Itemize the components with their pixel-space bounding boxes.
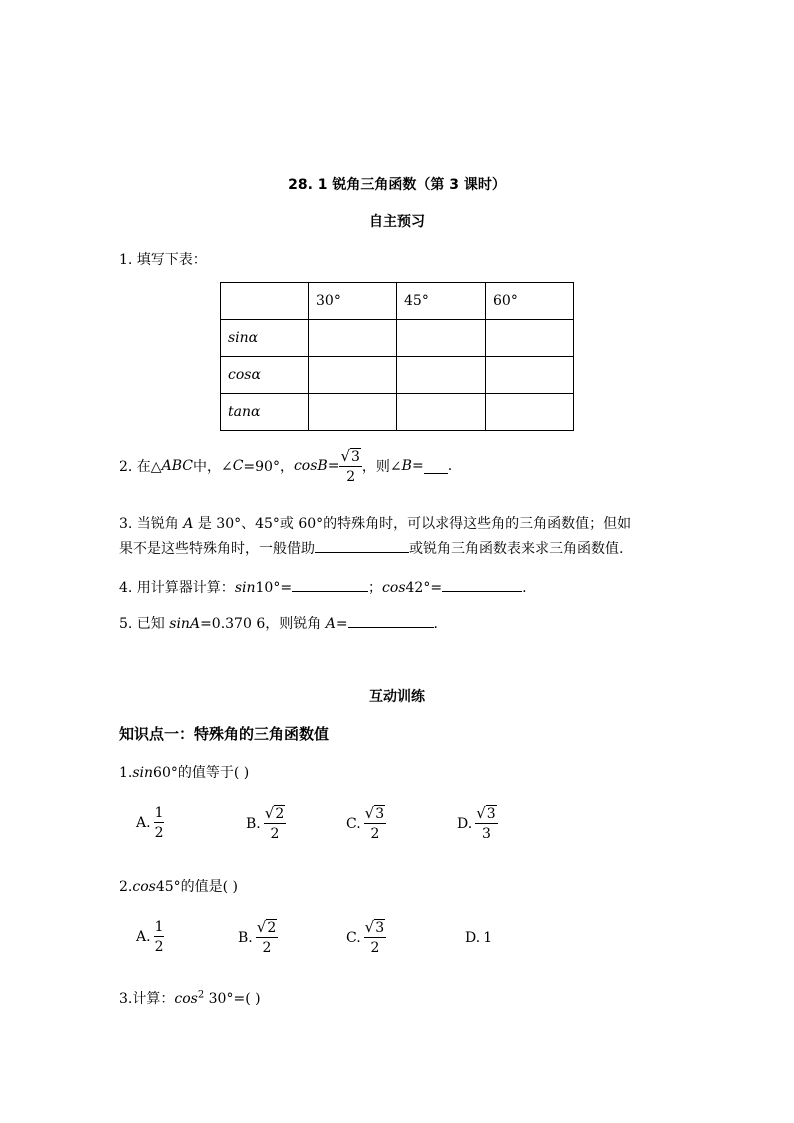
exercise-1: 1.sin60°的值等于( )	[119, 765, 250, 781]
q2-text: =90°，	[243, 459, 294, 475]
exercise-2: 2.cos45°的值是( )	[119, 879, 239, 895]
answer-blank[interactable]	[442, 577, 522, 592]
table-header-45: 45°	[397, 283, 486, 320]
answer-blank[interactable]	[424, 459, 448, 474]
table-cell	[221, 283, 309, 320]
e2-option-b[interactable]: B. $\frac{√2}{2}$	[238, 918, 277, 956]
fraction-sqrt3-over-2: $\frac{√3}{2}$	[340, 446, 360, 485]
answer-cell[interactable]	[397, 320, 486, 357]
e1-option-d[interactable]: D. $\frac{√3}{3}$	[457, 804, 496, 842]
table-header-30: 30°	[309, 283, 397, 320]
row-label-cos: cosα	[221, 357, 309, 394]
question-5: 5. 已知 sinA=0.370 6，则锐角 A= .	[119, 613, 438, 633]
e1-option-a[interactable]: A. $\frac{1}{2}$	[136, 805, 164, 841]
q2-cosb: cosB	[293, 458, 328, 474]
q2-angle-c: C	[232, 458, 244, 474]
q2-triangle: ABC	[161, 458, 193, 474]
table-header-row	[221, 283, 574, 320]
answer-cell[interactable]	[309, 357, 397, 394]
q2-text: =	[411, 458, 424, 474]
answer-blank[interactable]	[292, 577, 368, 592]
knowledge-point-heading: 知识点一：特殊角的三角函数值	[119, 725, 330, 743]
answer-cell[interactable]	[486, 320, 574, 357]
question-1: 1. 填写下表：	[119, 252, 207, 268]
q2-end: .	[447, 458, 453, 474]
row-label-sin: sinα	[221, 320, 309, 357]
section-heading-preview: 自主预习	[369, 214, 425, 230]
e2-option-a[interactable]: A. $\frac{1}{2}$	[136, 919, 164, 955]
table-header-60: 60°	[486, 283, 574, 320]
question-2	[119, 444, 452, 488]
e2-option-c[interactable]: C. $\frac{√3}{2}$	[346, 918, 385, 956]
q2-text: ，则∠	[361, 459, 402, 475]
question-4: 4. 用计算器计算：sin10°= ；cos42°= .	[119, 577, 527, 597]
e2-option-d[interactable]: D. 1	[465, 930, 493, 946]
answer-cell[interactable]	[309, 394, 397, 431]
trig-table	[220, 282, 574, 431]
q2-text: =	[327, 458, 340, 474]
question-3-line-2: 果不是这些特殊角时，一般借助 或锐角三角函数表来求三角函数值.	[119, 538, 623, 558]
answer-cell[interactable]	[486, 357, 574, 394]
page-title: 28. 1 锐角三角函数（第 3 课时）	[288, 177, 506, 193]
row-label-tan: tanα	[221, 394, 309, 431]
answer-cell[interactable]	[397, 394, 486, 431]
q2-text: 2. 在△	[119, 459, 162, 475]
section-heading-interactive: 互动训练	[369, 689, 425, 705]
table-row	[221, 320, 574, 357]
question-3-line-1: 3. 当锐角 A 是 30°、45°或 60°的特殊角时，可以求得这些角的三角函数值；但如	[119, 516, 632, 532]
answer-blank[interactable]	[315, 538, 409, 553]
q2-text: 中，∠	[192, 459, 233, 475]
table-row	[221, 357, 574, 394]
answer-cell[interactable]	[397, 357, 486, 394]
e1-option-b[interactable]: B. $\frac{√2}{2}$	[246, 804, 285, 842]
answer-cell[interactable]	[486, 394, 574, 431]
e1-option-c[interactable]: C. $\frac{√3}{2}$	[346, 804, 385, 842]
answer-blank[interactable]	[348, 613, 434, 628]
table-row	[221, 394, 574, 431]
exercise-3: 3.计算：$\cos^2 30^\circ=$( )	[119, 989, 261, 1007]
answer-cell[interactable]	[309, 320, 397, 357]
q2-angle-b: B	[401, 458, 412, 474]
